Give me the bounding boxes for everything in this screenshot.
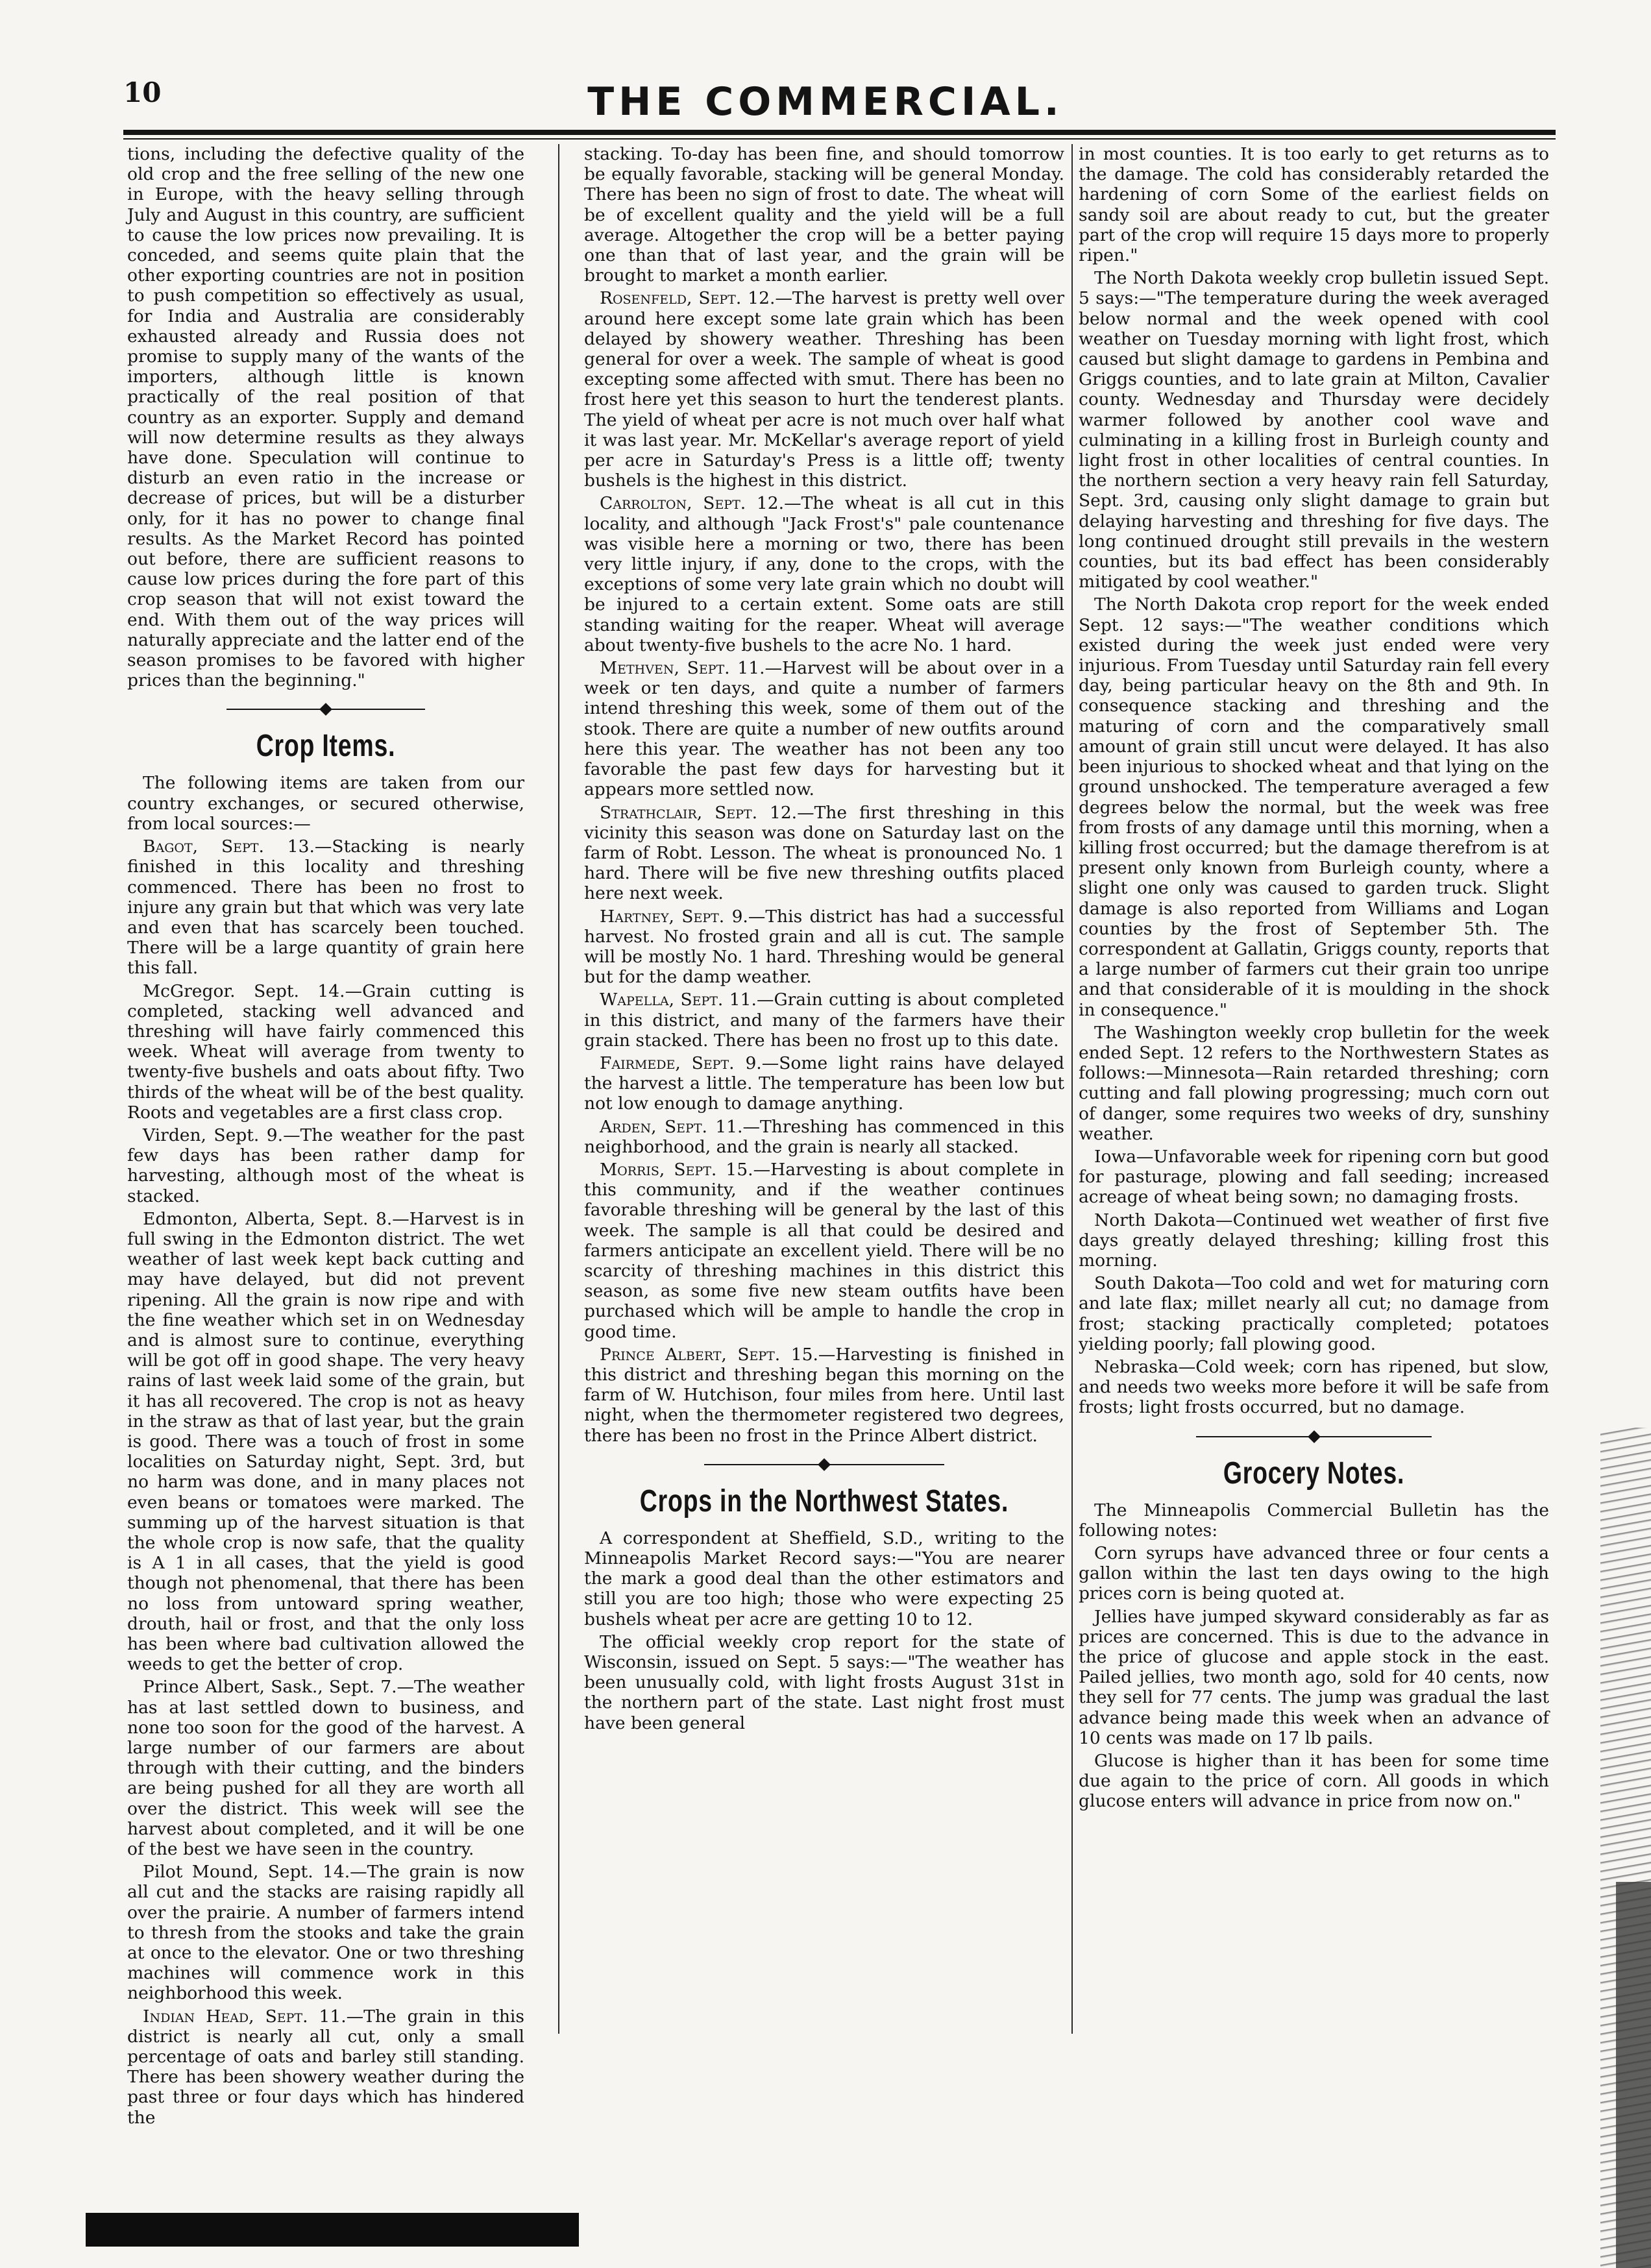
dateline: Prince Albert, Sept. 15. — [600, 1344, 818, 1365]
dateline: Pilot Mound, Sept. 14. — [143, 1862, 350, 1883]
dateline: Carrolton, Sept. 12. — [600, 493, 785, 514]
news-item-text: —Some light rains have delayed the harvest a little. The temperature has been low but not low enough to damage anything. — [584, 1053, 1064, 1114]
masthead-rule-thin — [123, 138, 1556, 140]
article-paragraph: North Dakota—Continued wet weather of first five days greatly delayed threshing; killing frost this morning. — [1079, 1210, 1549, 1271]
column-3 — [1079, 144, 1549, 2039]
section-ornament — [584, 1457, 1064, 1472]
heading-crop-items: Crop Items. — [256, 729, 396, 764]
dateline: Bagot, Sept. 13. — [143, 836, 315, 857]
news-item-text: —The grain is now all cut and the stacks are raising rapidly all over the prairie. A number of farmers intend to thresh from the stooks and take the grain at once to the elevator. One or two threshing machines will commence work in this neighborhood this week. — [127, 1862, 524, 2004]
news-item — [584, 658, 1064, 799]
article-paragraph: South Dakota—Too cold and wet for maturing corn and late flax; millet nearly all cut; no damage from frost; stacking practically completed; potatoes yielding poorly; fall plowing good. — [1079, 1273, 1549, 1354]
news-item — [584, 907, 1064, 988]
news-item — [584, 803, 1064, 904]
news-item — [584, 990, 1064, 1051]
news-item — [127, 2006, 524, 2128]
dateline: Morris, Sept. 15. — [600, 1159, 753, 1180]
news-item-text: —The first threshing in this vicinity this season was done on Saturday last on the farm of Robt. Lesson. The wheat is pronounced No. 1 hard. There will be five new threshing outfits placed here next week. — [584, 802, 1064, 904]
news-item-text: —Grain cutting is about completed in this district, and many of the farmers have their grain stacked. There has been no frost up to this date. — [584, 990, 1065, 1051]
news-item-text: —Threshing has commenced in this neighborhood, and the grain is nearly all stacked. — [584, 1116, 1064, 1157]
column-divider — [1071, 144, 1073, 2034]
news-item — [127, 1862, 524, 2003]
article-paragraph: Jellies have jumped skyward considerably as far as prices are concerned. This is due to the advance in the price of glucose and apple stock in the east. Pailed jellies, two month ago, sold for 40 cents, now they sell for 77 cents. The jump was gradual the last advance being made this week when an advance of 10 cents was made on 17 lb pails. — [1079, 1606, 1549, 1748]
dateline: Rosenfeld, Sept. 12. — [600, 288, 776, 309]
news-item — [127, 981, 524, 1123]
news-item-text: —This district has had a successful harvest. No frosted grain and all is cut. The sample will be mostly No. 1 hard. Threshing would be general but for the damp weather. — [584, 906, 1064, 988]
page-number: 10 — [123, 77, 162, 108]
heading-grocery-notes: Grocery Notes. — [1223, 1456, 1405, 1491]
dateline: McGregor. Sept. 14. — [143, 981, 345, 1001]
heading-crops-northwest-states: Crops in the Northwest States. — [639, 1483, 1009, 1518]
news-item — [584, 1345, 1064, 1446]
news-item-text: —Harvest will be about over in a week or ten days, and quite a number of farmers intend threshing this week, some of them out of the stook. There are quite a number of new outfits around here this year. The weather has not been any too favorable the past few days for harvesting but it appears more settled now. — [584, 658, 1065, 800]
article-paragraph: stacking. To-day has been fine, and should tomorrow be equally favorable, stacking will be general Monday. There has been no sign of frost to date. The wheat will be of excellent quality and the yield will be a full average. Altogether the crop will be a better paying one than that of last year, and the grain will be brought to market a month earlier. — [584, 144, 1064, 286]
column-1 — [127, 144, 524, 2128]
section-ornament — [1079, 1430, 1549, 1444]
article-paragraph: Glucose is higher than it has been for some time due again to the price of corn. All goods in which glucose enters will advance in price from now on." — [1079, 1751, 1549, 1812]
masthead: THE COMMERCIAL. — [587, 79, 1064, 125]
news-item-text: —The weather for the past few days has been rather damp for harvesting, although most of the wheat is stacked. — [127, 1125, 524, 1206]
dateline: Hartney, Sept. 9. — [600, 906, 748, 927]
news-item-text: —Harvesting is finished in this district and threshing began this morning on the farm of W. Hutchison, four miles from here. Until last night, when the thermometer registered two degrees, there has been no frost in the Prince Albert district. — [584, 1344, 1064, 1446]
article-paragraph: in most counties. It is too early to get returns as to the damage. The cold has considerably retarded the hardening of corn Some of the earliest fields on sandy soil are about ready to cut, but the greater part of the crop will require 15 days more to properly ripen." — [1079, 144, 1549, 266]
news-item — [127, 1677, 524, 1859]
news-item-text: —Harvest is in full swing in the Edmonton district. The wet weather of last week kept back cutting and may have delayed, but did not prevent ripening. All the grain is now ripe and with the fine weather which set in on Wednesday and is almost sure to continue, everything will be got off in good shape. The very heavy rains of last week laid some of the grain, but it has all recovered. The crop is not as heavy in the straw as that of last year, but the grain is good. There was a touch of frost in some localities on Saturday night, Sept. 3rd, but no harm was done, and in many places not even beans or tomatoes were marked. The summing up of the harvest situation is that the whole crop is now safe, that the quality is A 1 in all cases, that the yield is good though not phenomenal, that there has been no loss from untoward spring weather, drouth, hail or frost, and that the only loss has been where bad cultivation allowed the weeds to get the better of crop. — [127, 1208, 524, 1675]
news-item — [584, 493, 1064, 655]
news-item-text: —Harvesting is about complete in this community, and if the weather continues favorable threshing will be general by the last of this week. The sample is all that could be desired and farmers anticipate an excellent yield. There will be no scarcity of threshing machines in this district this season, as some five new steam outfits have been purchased which will be ample to handle the crop in good time. — [584, 1159, 1064, 1342]
news-item-text: —The weather has at last settled down to business, and none too soon for the good of the harvest. A large number of our farmers are about through with their cutting, and the binders are being pushed for all they are worth all over the district. This week will see the harvest about completed, and it will be one of the best we have seen in the country. — [127, 1677, 524, 1860]
dateline: Strathclair, Sept. 12. — [600, 802, 798, 823]
article-paragraph: The Washington weekly crop bulletin for the week ended Sept. 12 refers to the Northwestern States as follows:—Minnesota—Rain retarded threshing; corn cutting and fall plowing progressing; much corn out of danger, some requires two weeks of dry, sunshiny weather. — [1079, 1022, 1549, 1144]
section-ornament — [127, 702, 524, 716]
news-item-text: —Grain cutting is completed, stacking well advanced and threshing will have fairly commenced this week. Wheat will average from twenty to twenty-five bushels and oats about fifty. Two thirds of the wheat will be of the best quality. Roots and vegetables are a first class crop. — [127, 981, 524, 1123]
masthead-rule-thick — [123, 130, 1556, 135]
news-item — [127, 1125, 524, 1206]
dateline: Indian Head, Sept. 11. — [143, 2006, 347, 2027]
column-divider — [558, 144, 559, 2034]
news-item — [584, 1053, 1064, 1114]
article-paragraph: A correspondent at Sheffield, S.D., writing to the Minneapolis Market Record says:—"You are nearer the mark a good deal than the other estimators and still you are too high; those who were expecting 25 bushels wheat per acre are getting 10 to 12. — [584, 1528, 1064, 1629]
news-item — [584, 1160, 1064, 1342]
article-paragraph: Nebraska—Cold week; corn has ripened, but slow, and needs two weeks more before it will be safe from frosts; light frosts occurred, but no damage. — [1079, 1356, 1549, 1418]
article-paragraph: Corn syrups have advanced three or four cents a gallon within the last ten days owing to the high prices corn is being quoted at. — [1079, 1543, 1549, 1604]
dateline: Fairmede, Sept. 9. — [600, 1053, 762, 1073]
news-item-text: —The grain in this district is nearly all cut, only a small percentage of oats and barley still standing. There has been showery weather during the past three or four days which has hindered the — [127, 2006, 524, 2128]
article-paragraph: The following items are taken from our country exchanges, or secured otherwise, from local sources:— — [127, 773, 524, 834]
dateline: Prince Albert, Sask., Sept. 7. — [143, 1677, 397, 1698]
article-paragraph: The North Dakota weekly crop bulletin issued Sept. 5 says:—"The temperature during the week averaged below normal and the week opened with cool weather on Tuesday morning with light frost, which caused but slight damage to gardens in Pembina and Griggs counties, and to late grain at Milton, Cavalier county. Wednesday and Thursday were decidely warmer followed by another cool wave and culminating in a killing frost in Burleigh county and light frost in other localities of central counties. In the northern section a very heavy rain fell Saturday, Sept. 3rd, causing only slight damage to grain but delaying harvesting and threshing for five days. The long continued drought still prevails in the western counties, but its bad effect has been considerably mitigated by cool weather." — [1079, 268, 1549, 592]
news-item — [127, 836, 524, 978]
article-paragraph: tions, including the defective quality of the old crop and the free selling of the new one in Europe, with the heavy selling through July and August in this country, are sufficient to cause the low prices now prevailing. It is conceded, and seems quite plain that the other exporting countries are not in position to push competition so effectively as usual, for India and Australia are considerably exhausted already and Russia does not promise to supply many of the wants of the importers, although little is known practically of the real position of that country as an exporter. Supply and demand will now determine results as they always have done. Speculation will continue to disturb an even ratio in the increase or decrease of prices, but will be a disturber only, for it has no power to change final results. As the Market Record has pointed out before, there are sufficient reasons to cause low prices during the fore part of this crop season that will not exist toward the end. With them out of the way prices will naturally appreciate and the latter end of the season promises to be favored with higher prices than the beginning." — [127, 144, 524, 691]
news-item-text: —The harvest is pretty well over around here except some late grain which has been delayed by showery weather. Threshing has been general for over a week. The sample of wheat is good excepting some affected with smut. There has been no frost here yet this season to hurt the tenderest plants. The yield of wheat per acre is not much over half what it was last year. Mr. McKellar's average report of yield per acre in Saturday's Press is a little off; twenty bushels is the highest in this district. — [584, 288, 1064, 491]
news-item-text: —The wheat is all cut in this locality, and although "Jack Frost's" pale countenance was visible here a morning or two, there has been very little injury, if any, done to the crops, with the exceptions of some very late grain which no doubt will be injured to a certain extent. Some oats are still standing waiting for the reaper. Wheat will average about twenty-five bushels to the acre No. 1 hard. — [584, 493, 1064, 655]
article-paragraph: The Minneapolis Commercial Bulletin has the following notes: — [1079, 1500, 1549, 1541]
article-paragraph: The North Dakota crop report for the week ended Sept. 12 says:—"The weather conditions which existed during the week just ended were very injurious. From Tuesday until Saturday rain fell every day, being particular heavy on the 8th and 9th. In consequence stacking and threshing and the maturing of corn and the comparatively small amount of grain still uncut were delayed. It has also been injurious to shocked wheat and that lying on the ground unshocked. The temperature averaged a few degrees below the normal, but the week was free from frosts of any damage until this morning, when a killing frost occurred; but the damage therefrom is at present only known from Burleigh county, where a slight one only was caused to garden truck. Slight damage is also reported from Williams and Logan counties by the frost of September 5th. The correspondent at Gallatin, Griggs county, reports that a large number of farmers cut their grain too unripe and that considerable of it is moulding in the shock in consequence." — [1079, 594, 1549, 1020]
dateline: Virden, Sept. 9. — [143, 1125, 284, 1145]
dateline: Edmonton, Alberta, Sept. 8. — [143, 1208, 393, 1229]
column-2 — [584, 144, 1064, 2039]
article-paragraph: The official weekly crop report for the state of Wisconsin, issued on Sept. 5 says:—"The weather has been unusually cold, with light frosts August 31st in the northern part of the state. Last night frost must have been general — [584, 1631, 1064, 1733]
article-paragraph: Iowa—Unfavorable week for ripening corn but good for pasturage, plowing and fall seeding; increased acreage of wheat being sown; no damaging frosts. — [1079, 1146, 1549, 1208]
scan-footer-bar — [86, 2213, 579, 2247]
news-item — [127, 1209, 524, 1675]
news-item-text: —Stacking is nearly finished in this locality and threshing commenced. There has been no frost to injure any grain but that which was very late and even that has scarcely been touched. There will be a large quantity of grain here this fall. — [127, 836, 524, 979]
news-item — [584, 1117, 1064, 1157]
dateline: Wapella, Sept. 11. — [600, 990, 757, 1010]
news-item — [584, 288, 1064, 491]
dateline: Arden, Sept. 11. — [600, 1116, 743, 1137]
scan-edge-shadow — [1616, 1882, 1651, 2268]
dateline: Methven, Sept. 11. — [600, 658, 765, 679]
